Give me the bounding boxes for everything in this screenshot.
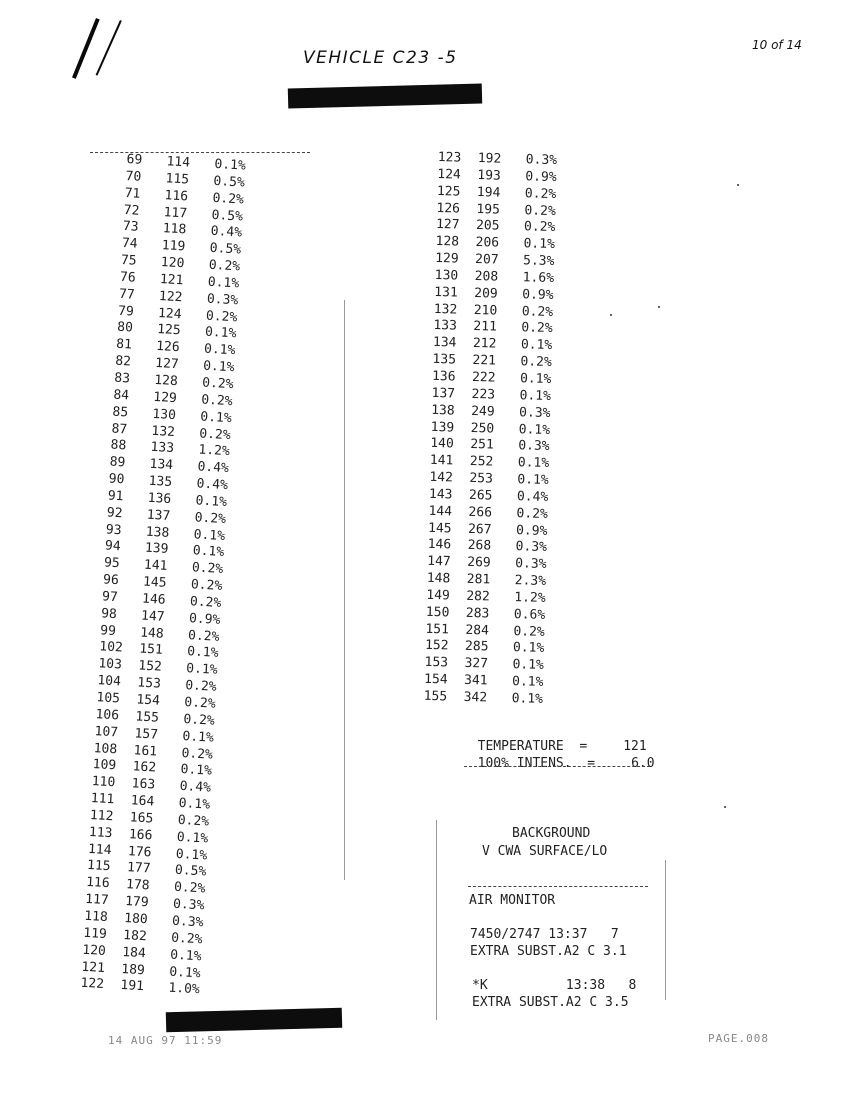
mass-value: 212 [472,336,497,352]
peak-number: 110 [91,774,116,791]
percent-value: 0.5% [174,863,207,880]
mass-value: 127 [154,356,180,373]
peak-number: 141 [429,453,454,469]
summary-rule [464,766,650,767]
peak-number: 93 [105,521,122,538]
mass-value: 135 [148,473,173,491]
percent-value: 0.1% [204,325,237,342]
mass-value: 182 [122,927,148,945]
percent-value: 0.3% [518,438,550,455]
air-monitor-entry-1-detail: EXTRA SUBST.A2 C 3.1 [470,944,627,959]
mass-value: 126 [155,339,181,356]
percent-value: 0.2% [524,202,556,219]
percent-value: 0.2% [190,577,223,595]
mass-value: 147 [140,608,165,625]
peak-number: 80 [116,320,134,337]
peak-number: 113 [88,824,113,841]
peak-number: 138 [430,402,455,419]
mass-value: 152 [137,658,163,676]
percent-value: 0.6% [513,606,546,623]
mass-value: 139 [144,541,169,558]
peak-number: 150 [425,604,450,621]
mass-value: 162 [132,759,157,776]
percent-value: 0.4% [197,459,230,477]
mass-value: 166 [128,826,153,844]
peak-number: 70 [125,168,142,185]
redaction-bar-top [288,83,482,108]
mass-value: 130 [151,406,177,423]
mass-value: 120 [160,255,185,272]
air-monitor-title: AIR MONITOR [469,893,556,908]
peak-number: 98 [100,606,118,622]
mass-value: 208 [474,268,499,285]
peak-number: 131 [434,284,458,301]
percent-value: 1.0% [167,980,201,998]
percent-value: 0.1% [195,493,228,510]
mass-value: 195 [476,201,501,218]
peak-number: 87 [111,421,128,437]
percent-value: 0.1% [512,640,545,657]
peak-number: 76 [119,269,137,286]
percent-value: 0.1% [192,543,225,561]
background-detail: V CWA SURFACE/LO [482,844,608,859]
peak-number: 142 [429,469,454,486]
mass-value: 189 [120,961,146,978]
percent-value: 0.2% [205,308,238,325]
peak-number: 154 [423,671,448,688]
percent-value: 0.2% [513,623,545,640]
mass-value: 165 [129,810,154,827]
mass-value: 163 [131,776,156,793]
peak-number: 114 [87,841,112,858]
mass-value: 119 [161,238,186,255]
peak-number: 130 [434,267,459,284]
scan-speck [737,184,739,186]
peak-number: 149 [426,587,451,604]
peak-number: 121 [81,959,106,976]
percent-value: 0.2% [187,627,220,645]
percent-value: 0.2% [182,711,216,729]
peak-number: 99 [99,622,117,639]
mass-value: 205 [475,218,500,235]
percent-value: 0.2% [194,510,227,527]
mass-value: 178 [125,877,150,894]
percent-value: 0.2% [212,190,245,208]
mass-value: 342 [463,689,488,706]
percent-value: 0.2% [189,594,222,611]
mass-value: 249 [470,403,495,420]
redaction-bar-bottom [166,1008,342,1033]
peak-number: 147 [427,554,451,570]
percent-value: 0.1% [520,337,553,354]
mass-value: 177 [126,860,151,877]
peak-number: 69 [126,152,143,168]
column-guide-line-3 [665,860,666,1000]
air-monitor-entry-2: *K 13:38 8 [472,978,637,993]
vehicle-title: VEHICLE C23 -5 [303,48,458,68]
mass-value: 192 [477,151,502,167]
percent-value: 0.1% [178,795,211,813]
mass-value: 209 [474,285,498,302]
peak-number: 148 [426,570,451,587]
percent-value: 0.1% [519,388,552,404]
peak-number: 143 [428,486,453,503]
peak-number: 111 [90,791,115,808]
mass-value: 155 [135,709,160,726]
peak-number: 79 [117,303,135,320]
peak-number: 102 [98,639,124,656]
peak-number: 151 [425,621,450,638]
percent-value: 0.9% [522,287,554,303]
percent-value: 0.1% [518,421,551,438]
mass-value: 151 [138,641,164,659]
peak-number: 105 [96,690,121,707]
mass-value: 184 [121,944,147,961]
mass-value: 191 [120,978,145,995]
peak-number: 97 [101,589,119,606]
percent-value: 0.5% [213,173,246,191]
peak-number: 153 [424,655,449,671]
mass-value: 114 [166,154,191,171]
mass-value: 148 [139,625,165,642]
percent-value: 1.2% [514,590,546,606]
peak-number: 122 [80,976,105,993]
percent-value: 0.1% [519,371,552,388]
peak-number: 74 [121,236,138,252]
mass-value: 281 [466,571,491,588]
percent-value: 0.1% [193,526,226,544]
mass-value: 134 [149,456,174,474]
percent-value: 0.2% [521,320,553,337]
mass-value: 327 [464,656,489,672]
handwritten-slash-mark-2 [96,20,122,76]
mass-value: 125 [156,322,181,339]
percent-value: 0.2% [177,812,210,830]
percent-value: 0.9% [515,522,548,539]
mass-value: 268 [467,538,492,554]
mass-value: 283 [465,605,490,622]
background-heading: BACKGROUND [512,826,591,841]
percent-value: 0.1% [182,728,215,746]
mass-value: 154 [136,692,161,709]
mass-value: 266 [468,504,493,521]
mass-value: 251 [470,437,494,453]
mass-value: 252 [469,454,494,470]
peak-number: 126 [436,200,461,217]
peak-number: 107 [94,723,119,741]
mass-value: 115 [165,171,190,188]
peak-number: 145 [427,520,452,537]
percent-value: 0.2% [191,560,224,578]
peak-number: 75 [120,252,137,269]
mass-value: 164 [130,793,155,810]
percent-value: 0.2% [173,880,206,897]
peak-number: 129 [434,251,459,267]
percent-value: 1.6% [522,270,555,286]
peak-number: 132 [433,301,458,318]
mass-value: 176 [127,843,152,861]
peak-number: 81 [115,336,133,353]
air-monitor-entry-2-detail: EXTRA SUBST.A2 C 3.5 [472,995,629,1010]
mass-value: 153 [136,675,162,692]
percent-value: 0.2% [170,930,203,948]
mass-value: 146 [141,591,166,608]
mass-value: 128 [153,372,179,390]
mass-value: 269 [467,555,491,571]
percent-value: 5.3% [522,253,555,270]
header-rule [90,152,310,153]
percent-value: 0.1% [168,964,201,981]
mass-value: 180 [123,911,149,928]
column-guide-line [344,300,345,880]
mass-value: 284 [465,622,490,639]
percent-value: 0.3% [514,556,547,573]
scan-speck [724,806,726,808]
percent-value: 0.2% [520,354,552,371]
peak-number: 84 [112,387,130,404]
peak-number: 73 [122,219,139,236]
mass-value: 136 [147,490,172,507]
peak-number: 115 [86,858,111,875]
peak-number: 133 [433,318,458,334]
percent-value: 0.3% [206,291,239,309]
percent-value: 0.2% [516,505,549,522]
mass-value: 116 [164,187,189,205]
percent-value: 0.1% [511,674,544,691]
percent-value: 0.1% [512,657,545,674]
peak-number: 83 [113,370,131,387]
peak-number: 118 [83,908,109,926]
peak-number: 71 [124,185,141,202]
mass-value: 211 [473,319,498,336]
peak-number: 139 [430,419,455,436]
percent-value: 0.1% [203,341,236,359]
peak-number: 89 [109,454,126,471]
peak-number: 112 [89,807,114,825]
mass-value: 138 [145,524,170,541]
peak-number: 90 [108,471,125,488]
peak-number: 91 [107,488,124,505]
percent-value: 0.2% [183,695,217,712]
percent-value: 0.1% [175,846,208,864]
mass-value: 129 [152,389,178,406]
mass-value: 282 [466,588,490,605]
mass-value: 137 [146,507,171,524]
peak-number: 109 [92,757,117,774]
mass-value: 341 [463,673,488,689]
mass-value: 122 [158,288,183,306]
percent-value: 2.3% [514,573,547,590]
peak-number: 94 [104,538,122,555]
peak-number: 136 [431,368,456,385]
mass-value: 285 [464,639,489,655]
peak-number: 128 [435,234,460,250]
peak-number: 95 [103,555,121,572]
peak-number: 123 [437,150,462,166]
mass-value: 141 [143,557,168,575]
peak-number: 152 [424,638,449,654]
percent-value: 0.1% [202,358,235,376]
percent-value: 0.2% [524,185,557,202]
percent-value: 0.3% [518,404,551,421]
percent-value: 0.1% [199,409,233,426]
mass-value: 207 [474,252,499,268]
percent-value: 0.2% [200,392,233,410]
percent-value: 0.1% [185,661,218,679]
mass-value: 161 [133,742,158,760]
column-guide-line-2 [436,820,437,1020]
scan-speck [658,306,660,308]
handwritten-slash-mark [72,18,100,79]
peak-number: 116 [85,875,111,892]
air-monitor-rule [468,886,648,887]
left-data-column [80,152,267,1001]
percent-value: 0.4% [516,489,549,505]
peak-number: 77 [118,286,136,303]
percent-value: 0.3% [525,152,558,169]
percent-value: 0.2% [181,745,214,763]
mass-value: 194 [476,184,501,201]
percent-value: 0.1% [517,472,549,489]
peak-number: 104 [97,673,122,690]
percent-value: 0.4% [210,224,243,241]
percent-value: 0.1% [517,455,550,472]
percent-value: 1.2% [198,442,231,460]
right-data-column [423,150,578,709]
percent-value: 0.2% [184,678,217,695]
peak-number: 120 [81,942,107,959]
mass-value: 210 [473,302,498,319]
peak-number: 144 [428,503,453,520]
percent-value: 0.1% [180,762,213,780]
percent-value: 0.1% [511,691,544,707]
peak-number: 137 [431,385,456,402]
mass-value: 253 [469,470,494,487]
mass-value: 133 [150,440,175,457]
percent-value: 0.2% [523,219,556,236]
mass-value: 223 [471,386,496,403]
peak-number: 124 [437,166,462,183]
peak-number: 72 [123,202,140,219]
percent-value: 0.1% [523,236,556,253]
peak-number: 125 [436,183,461,200]
peak-number: 96 [102,572,120,589]
intens-value: 6.0 [631,756,655,771]
peak-number: 127 [435,217,460,233]
mass-value: 117 [163,204,188,221]
peak-number: 146 [427,537,452,553]
mass-value: 265 [468,487,493,504]
percent-value: 0.1% [207,274,240,292]
percent-value: 0.1% [214,156,247,174]
percent-value: 0.4% [196,476,229,494]
temperature-value: 121 [623,739,647,754]
percent-value: 0.3% [172,896,205,914]
temperature-label: TEMPERATURE = [477,739,588,754]
peak-number: 134 [432,335,457,351]
peak-number: 85 [112,404,129,421]
percent-value: 0.9% [188,610,221,628]
page-count: 10 of 14 [752,38,802,52]
peak-number: 140 [430,436,454,452]
mass-value: 157 [134,726,159,743]
mass-value: 145 [142,574,167,591]
peak-number: 108 [93,740,118,757]
print-date: 14 AUG 97 11:59 [108,1034,223,1047]
percent-value: 0.5% [209,240,242,258]
mass-value: 132 [151,423,176,440]
percent-value: 0.1% [186,644,219,662]
percent-value: 0.1% [176,829,209,847]
peak-number: 103 [97,656,123,673]
percent-value: 0.3% [171,913,204,931]
mass-value: 179 [124,894,150,911]
mass-value: 221 [472,353,497,369]
page-number: PAGE.008 [708,1032,769,1045]
peak-number: 88 [110,437,127,454]
percent-value: 0.1% [169,947,202,965]
right-data-row [423,689,563,710]
peak-number: 155 [423,688,448,705]
peak-number: 92 [106,505,123,522]
mass-value: 267 [467,521,492,538]
peak-number: 135 [432,352,457,368]
mass-value: 124 [157,305,182,322]
percent-value: 0.2% [201,375,234,393]
percent-value: 0.5% [211,207,244,225]
percent-value: 0.3% [515,539,548,556]
peak-number: 119 [82,925,108,942]
percent-value: 0.2% [208,257,241,275]
mass-value: 193 [477,167,502,184]
percent-value: 0.2% [521,303,554,320]
percent-value: 0.9% [525,169,557,185]
mass-value: 121 [159,271,184,289]
mass-value: 206 [475,235,500,251]
mass-value: 250 [470,420,495,437]
peak-number: 106 [95,706,120,724]
peak-number: 117 [84,891,110,909]
percent-value: 0.2% [198,425,232,443]
air-monitor-entry-1: 7450/2747 13:37 7 [470,927,619,942]
mass-value: 118 [162,221,187,238]
peak-number: 82 [114,353,132,370]
scan-speck [610,314,612,316]
intens-label: 100% INTENS. = [477,756,596,771]
percent-value: 0.4% [179,779,212,796]
mass-value: 222 [471,369,496,386]
